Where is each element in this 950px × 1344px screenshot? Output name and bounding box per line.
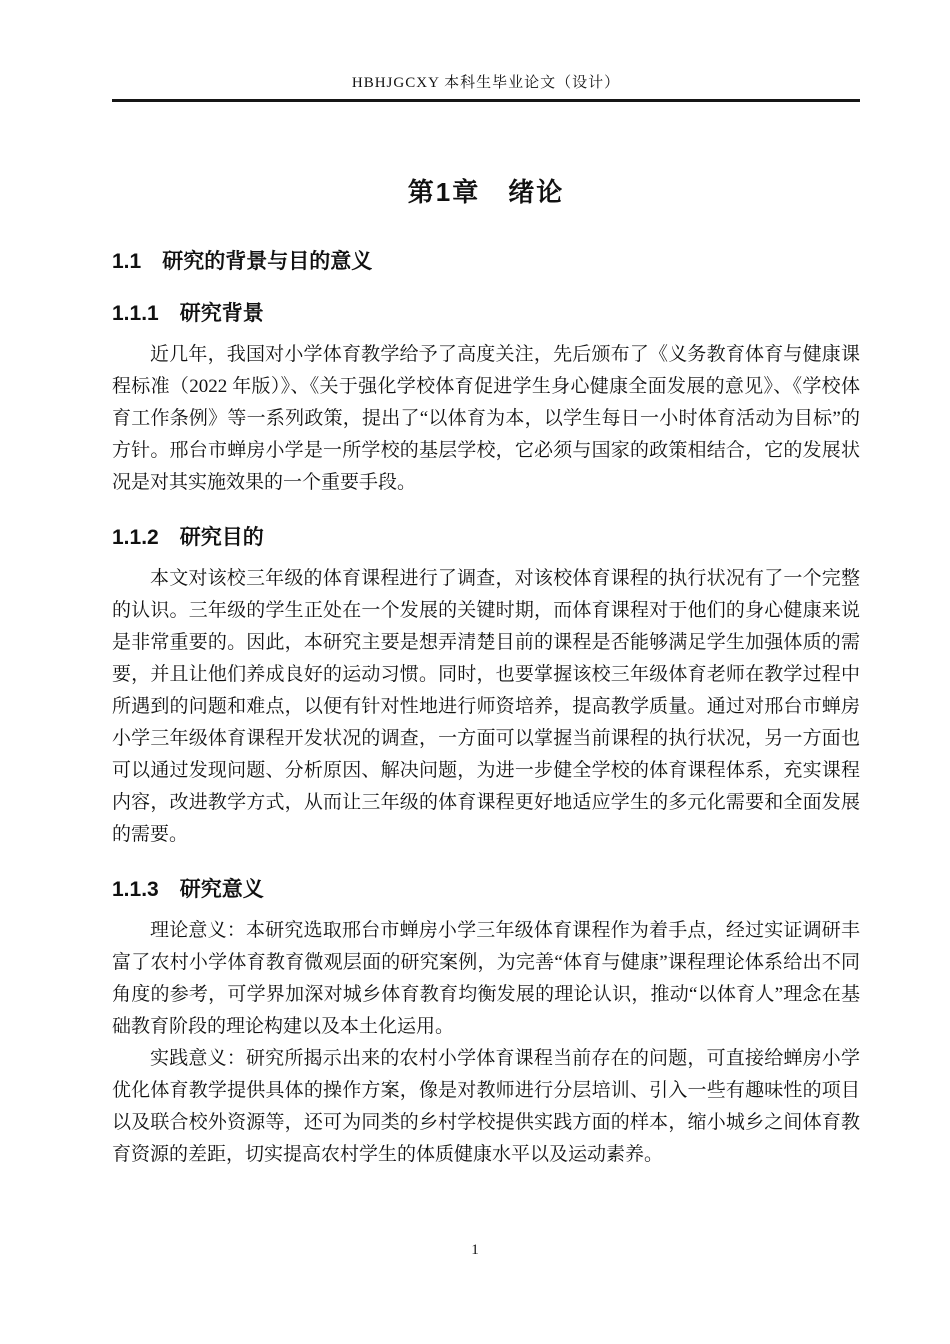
subsection-heading-1-1-2: 1.1.2 研究目的: [112, 526, 264, 549]
subsection-heading-1-1-3: 1.1.3 研究意义: [112, 878, 264, 901]
chapter-title: 第1章 绪论: [407, 177, 565, 207]
page-number: 1: [471, 1242, 479, 1258]
subsection-heading-1-1-1: 1.1.1 研究背景: [112, 302, 264, 325]
paragraph-research-background: 近几年，我国对小学体育教学给予了高度关注，先后颁布了《义务教育体育与健康课程标准（2022 年版）》、《关于强化学校体育促进学生身心健康全面发展的意见》、《学校体育工作条例》等一系列政策，提出了“以体育为本，以学生每日一小时体育活动为目标”的方针。邢台市蝉房小学是一所学校的基层学校，它必须与国家的政策相结合，它的发展状况是对其实施效果的一个重要手段。: [112, 344, 860, 493]
page-footer: [0, 1240, 950, 1260]
running-header-title: HBHJGCXY 本科生毕业论文（设计）: [351, 75, 621, 91]
page-content: [112, 103, 860, 1171]
paragraph-research-purpose: 本文对该校三年级的体育课程进行了调查，对该校体育课程的执行状况有了一个完整的认识。三年级的学生正处在一个发展的关键时期，而体育课程对于他们的身心健康来说是非常重要的。因此，本研究主要是想弄清楚目前的课程是否能够满足学生加强体质的需要，并且让他们养成良好的运动习惯。同时，也要掌握该校三年级体育老师在教学过程中所遇到的问题和难点，以便有针对性地进行师资培养，提高教学质量。通过对邢台市蝉房小学三年级体育课程开发状况的调查，一方面可以掌握当前课程的执行状况，另一方面也可以通过发现问题、分析原因、解决问题，为进一步健全学校的体育课程体系，充实课程内容，改进教学方式，从而让三年级的体育课程更好地适应学生的多元化需要和全面发展的需要。: [112, 568, 860, 845]
page-header: [112, 0, 860, 102]
paragraph-practical-significance: 实践意义：研究所揭示出来的农村小学体育课程当前存在的问题，可直接给蝉房小学优化体育教学提供具体的操作方案，像是对教师进行分层培训、引入一些有趣味性的项目以及联合校外资源等，还可为同类的乡村学校提供实践方面的样本，缩小城乡之间体育教育资源的差距，切实提高农村学生的体质健康水平以及运动素养。: [112, 1048, 860, 1165]
paragraph-theoretical-significance: 理论意义：本研究选取邢台市蝉房小学三年级体育课程作为着手点，经过实证调研丰富了农村小学体育教育微观层面的研究案例，为完善“体育与健康”课程理论体系给出不同角度的参考，可学界加深对城乡体育教育均衡发展的理论认识，推动“以体育人”理念在基础教育阶段的理论构建以及本土化运用。: [112, 920, 860, 1037]
section-heading-1-1: 1.1 研究的背景与目的意义: [112, 250, 373, 273]
